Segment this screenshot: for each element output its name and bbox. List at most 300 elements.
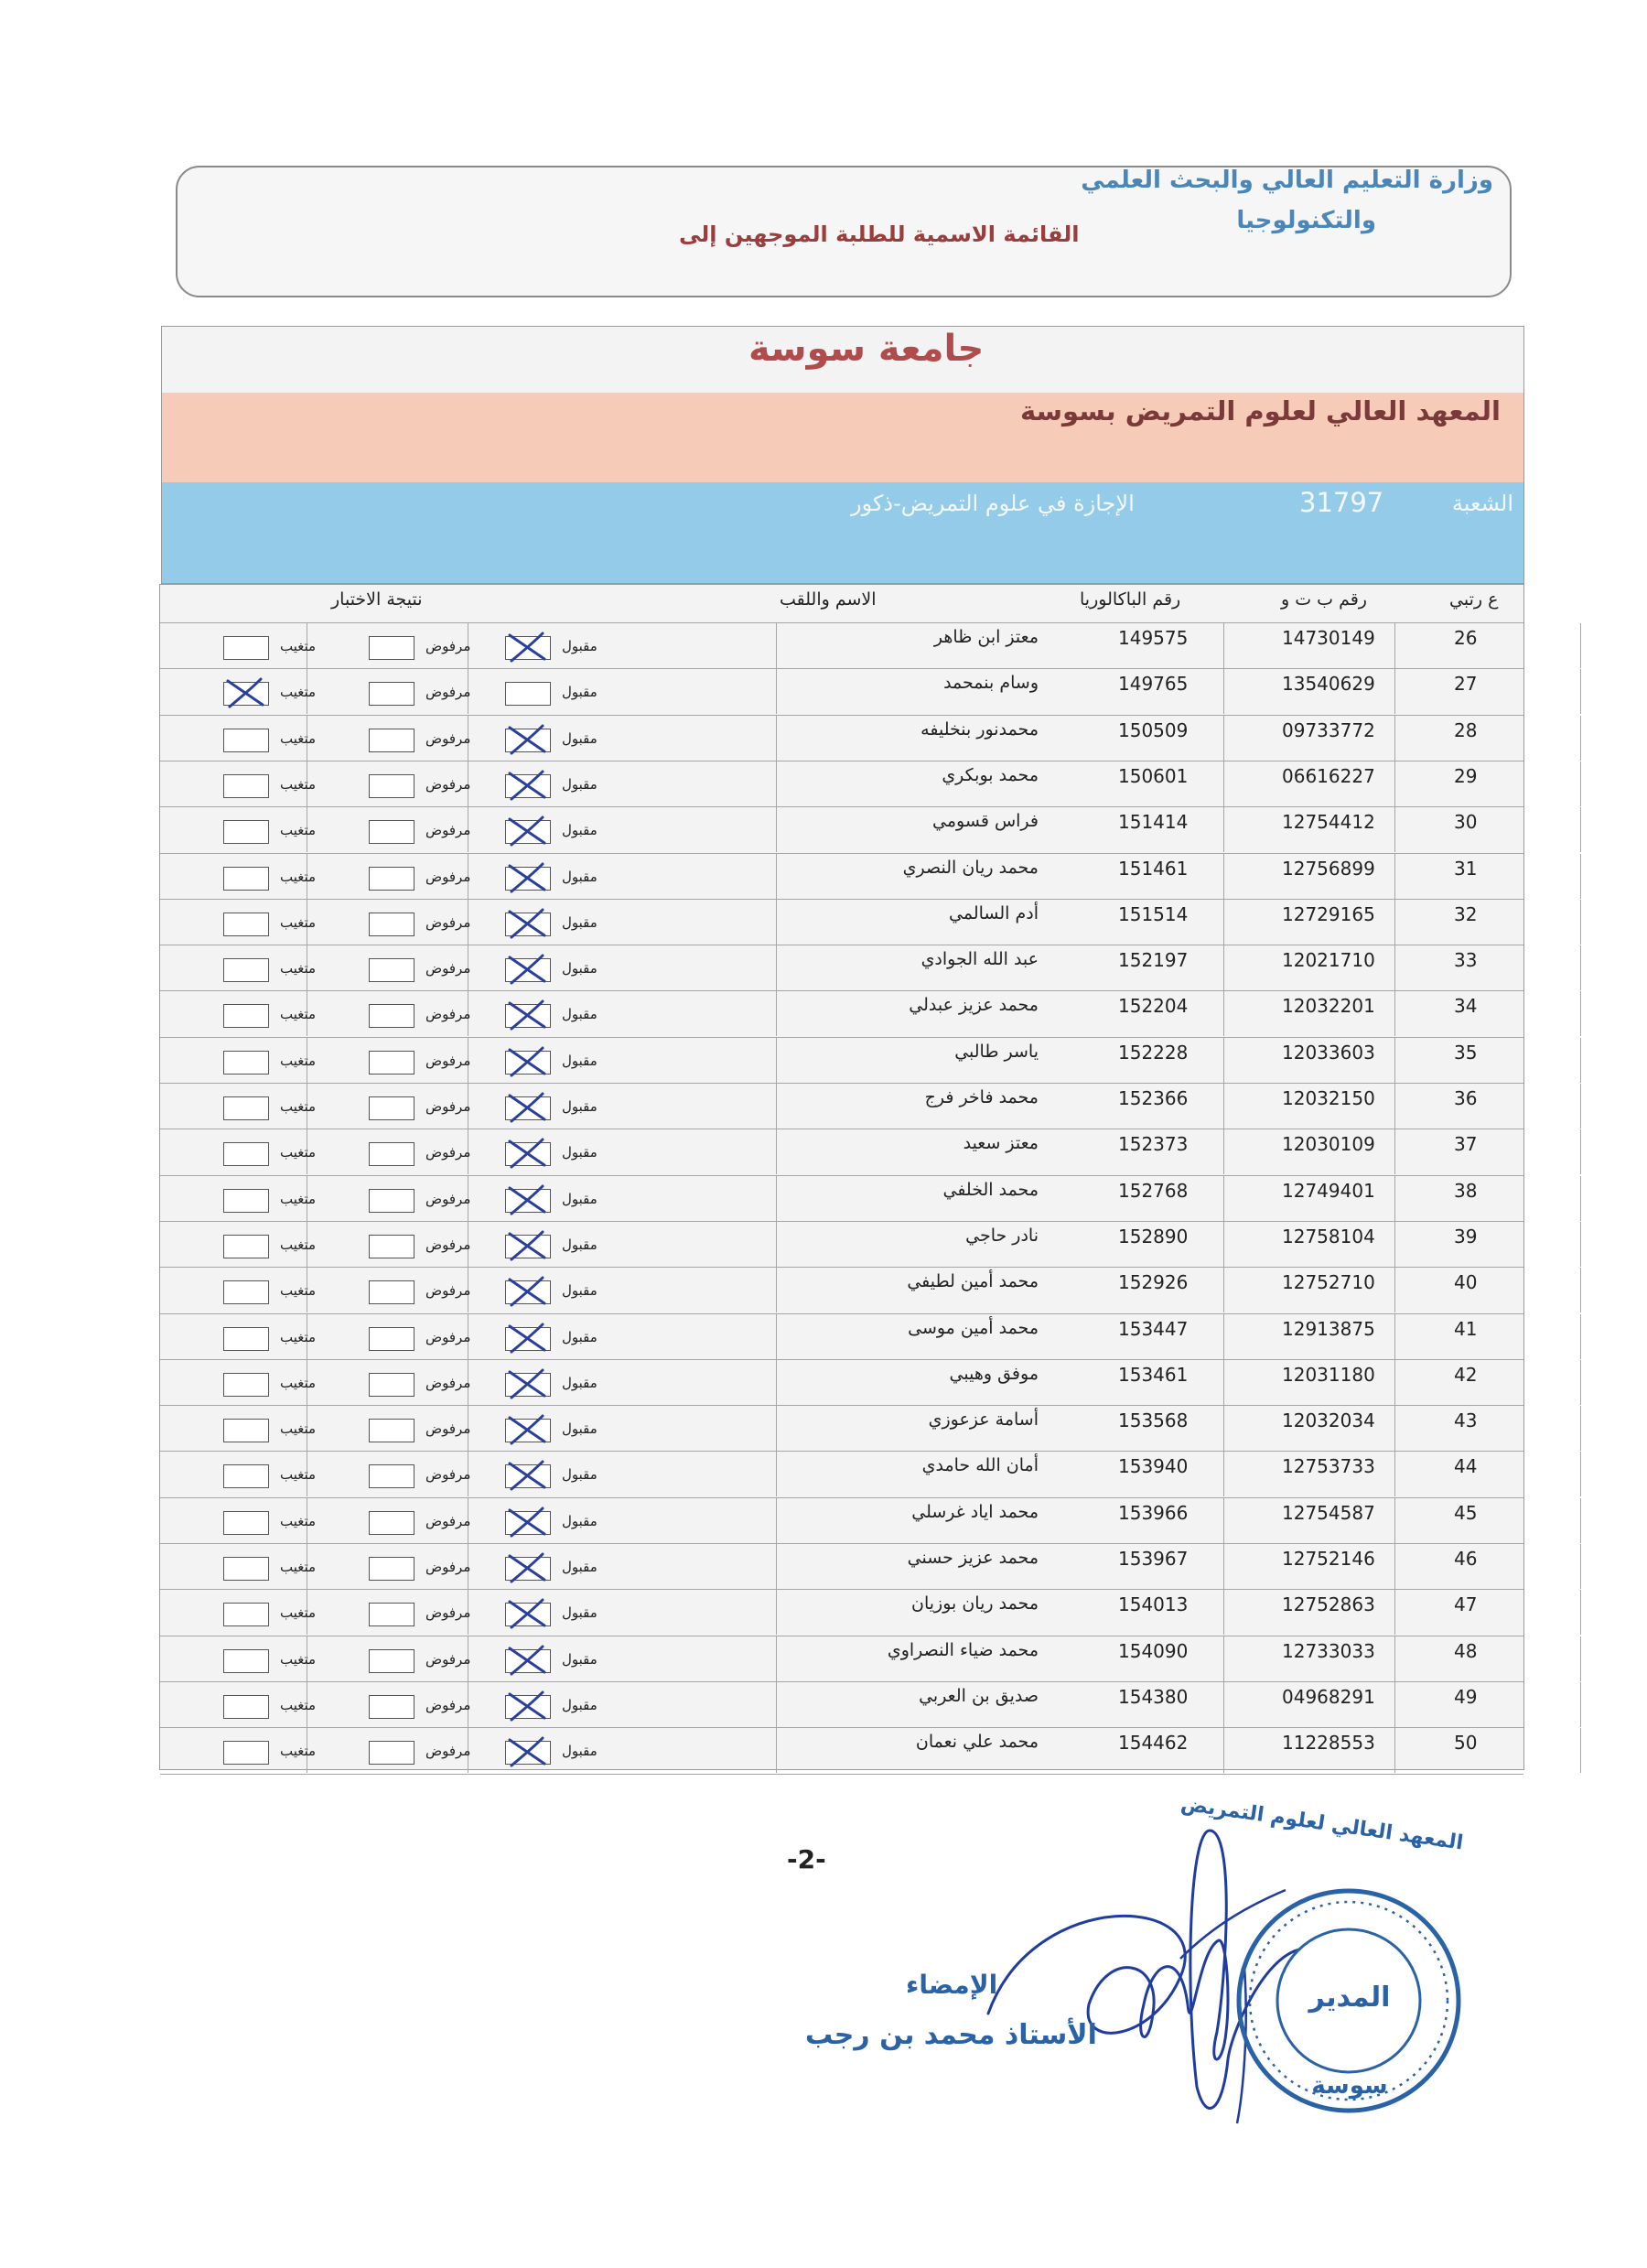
column-divider	[1394, 623, 1395, 668]
bac-number-cell: 153461	[1118, 1363, 1189, 1386]
id-number-cell: 13540629	[1282, 673, 1375, 696]
id-number-cell: 12752863	[1282, 1593, 1375, 1616]
student-name-cell: محمد عزيز عبدلي	[909, 995, 1039, 1016]
rank-cell: 33	[1454, 949, 1478, 972]
rejected-checkbox[interactable]	[369, 1004, 414, 1028]
column-divider	[1580, 945, 1581, 990]
accepted-label: مقبول	[562, 1604, 597, 1622]
column-divider	[776, 807, 777, 852]
absent-checkbox[interactable]	[223, 774, 269, 798]
table-row	[160, 990, 1523, 1036]
column-divider	[1394, 669, 1395, 714]
absent-label: متغيب	[280, 1512, 317, 1529]
rejected-checkbox[interactable]	[369, 1280, 414, 1304]
id-number-cell: 12913875	[1282, 1317, 1375, 1340]
rejected-label: مرفوض	[425, 1512, 471, 1529]
rejected-label: مرفوض	[425, 1052, 471, 1069]
column-divider	[1580, 1590, 1581, 1635]
rank-cell: 35	[1454, 1041, 1478, 1064]
id-number-cell: 12753733	[1282, 1455, 1375, 1478]
rejected-checkbox[interactable]	[369, 913, 414, 936]
column-divider	[1394, 900, 1395, 945]
rejected-label: مرفوض	[425, 684, 471, 701]
absent-label: متغيب	[280, 1006, 317, 1023]
rank-cell: 38	[1454, 1179, 1478, 1202]
column-divider	[1394, 1360, 1395, 1405]
rejected-label: مرفوض	[425, 1420, 471, 1438]
header-bac-number: رقم الباكالوريا	[1080, 589, 1181, 610]
rank-cell: 43	[1454, 1409, 1478, 1432]
column-divider	[1580, 807, 1581, 852]
absent-checkbox[interactable]	[223, 1280, 269, 1304]
student-name-cell: محمدنور بنخليفه	[920, 718, 1039, 740]
accepted-label: مقبول	[562, 822, 597, 839]
bac-number-cell: 152366	[1118, 1087, 1189, 1109]
accepted-checkbox[interactable]	[505, 1051, 551, 1075]
absent-label: متغيب	[280, 1743, 317, 1760]
table-row	[160, 1636, 1523, 1681]
accepted-label: مقبول	[562, 775, 597, 793]
student-name-cell: محمد أمين موسى	[908, 1317, 1039, 1338]
rejected-checkbox[interactable]	[369, 1142, 414, 1166]
absent-label: متغيب	[280, 1696, 317, 1713]
column-divider	[776, 1222, 777, 1267]
rank-cell: 47	[1454, 1593, 1478, 1616]
absent-label: متغيب	[280, 729, 317, 747]
bac-number-cell: 152768	[1118, 1179, 1189, 1202]
column-divider	[1223, 669, 1224, 714]
absent-label: متغيب	[280, 960, 317, 977]
accepted-label: مقبول	[562, 729, 597, 747]
id-number-cell: 12032034	[1282, 1409, 1375, 1432]
header-id-number: رقم ب ت و	[1281, 589, 1367, 610]
accepted-checkbox[interactable]	[505, 1695, 551, 1719]
accepted-label: مقبول	[562, 1282, 597, 1300]
accepted-checkbox[interactable]	[505, 1741, 551, 1765]
rank-cell: 49	[1454, 1685, 1478, 1708]
absent-checkbox[interactable]	[223, 1327, 269, 1351]
student-name-cell: محمد ريان بوزيان	[911, 1593, 1039, 1615]
absent-checkbox[interactable]	[223, 1603, 269, 1626]
accepted-label: مقبول	[562, 1190, 597, 1207]
rank-cell: 44	[1454, 1455, 1478, 1478]
accepted-checkbox[interactable]	[505, 1419, 551, 1442]
column-divider	[1394, 1590, 1395, 1635]
accepted-label: مقبول	[562, 960, 597, 977]
column-divider	[1394, 1222, 1395, 1267]
rank-cell: 36	[1454, 1087, 1478, 1109]
accepted-checkbox[interactable]	[505, 913, 551, 936]
absent-checkbox[interactable]	[223, 1649, 269, 1673]
rejected-checkbox[interactable]	[369, 1096, 414, 1120]
column-divider	[1394, 1038, 1395, 1083]
rank-cell: 26	[1454, 627, 1478, 649]
bac-number-cell: 154013	[1118, 1593, 1189, 1616]
rejected-label: مرفوض	[425, 868, 471, 885]
header-name: الاسم واللقب	[780, 589, 877, 610]
column-divider	[1394, 1682, 1395, 1727]
rejected-label: مرفوض	[425, 775, 471, 793]
bac-number-cell: 149765	[1118, 673, 1189, 696]
id-number-cell: 12752710	[1282, 1271, 1375, 1294]
rank-cell: 42	[1454, 1363, 1478, 1386]
rejected-checkbox[interactable]	[369, 1464, 414, 1488]
accepted-label: مقبول	[562, 1696, 597, 1713]
absent-label: متغيب	[280, 1282, 317, 1300]
column-divider	[1394, 1084, 1395, 1129]
column-divider	[776, 669, 777, 714]
rank-cell: 48	[1454, 1639, 1478, 1662]
rank-cell: 46	[1454, 1548, 1478, 1570]
column-divider	[776, 945, 777, 990]
absent-checkbox[interactable]	[223, 958, 269, 982]
column-divider	[1580, 716, 1581, 761]
accepted-label: مقبول	[562, 1559, 597, 1575]
accepted-checkbox[interactable]	[505, 1189, 551, 1213]
rejected-checkbox[interactable]	[369, 1741, 414, 1765]
column-divider	[1580, 1360, 1581, 1405]
absent-label: متغيب	[280, 1144, 317, 1161]
table-row	[160, 1083, 1523, 1129]
column-divider	[1223, 716, 1224, 761]
accepted-checkbox[interactable]	[505, 1235, 551, 1258]
rank-cell: 27	[1454, 673, 1478, 696]
column-divider	[1223, 1636, 1224, 1681]
column-divider	[1223, 1176, 1224, 1221]
student-name-cell: وسام بنمحمد	[943, 673, 1039, 694]
bac-number-cell: 153568	[1118, 1409, 1189, 1432]
ministry-line2: والتكنولوجيا	[1236, 207, 1376, 234]
table-row	[160, 899, 1523, 945]
accepted-checkbox[interactable]	[505, 820, 551, 844]
column-divider	[1394, 1636, 1395, 1681]
page-number: -2-	[787, 1844, 826, 1874]
column-divider	[1223, 900, 1224, 945]
table-row	[160, 1359, 1523, 1405]
absent-checkbox[interactable]	[223, 867, 269, 891]
absent-checkbox[interactable]	[223, 820, 269, 844]
column-divider	[1394, 854, 1395, 899]
student-name-cell: صديق بن العربي	[919, 1685, 1039, 1706]
id-number-cell: 11228553	[1282, 1732, 1375, 1755]
id-number-cell: 12030109	[1282, 1133, 1375, 1156]
rejected-checkbox[interactable]	[369, 958, 414, 982]
bac-number-cell: 154090	[1118, 1639, 1189, 1662]
absent-checkbox[interactable]	[223, 1189, 269, 1213]
rejected-checkbox[interactable]	[369, 1327, 414, 1351]
bac-number-cell: 154462	[1118, 1732, 1189, 1755]
column-divider	[1394, 1498, 1395, 1543]
university-name: جامعة سوسة	[748, 328, 985, 370]
column-divider	[1580, 1314, 1581, 1359]
table-row	[160, 1313, 1523, 1359]
rejected-checkbox[interactable]	[369, 1695, 414, 1719]
accepted-checkbox[interactable]	[505, 774, 551, 798]
bac-number-cell: 152197	[1118, 949, 1189, 972]
id-number-cell: 12756899	[1282, 857, 1375, 880]
absent-label: متغيب	[280, 775, 317, 793]
bac-number-cell: 152926	[1118, 1271, 1189, 1294]
accepted-checkbox[interactable]	[505, 1464, 551, 1488]
column-divider	[1223, 1268, 1224, 1312]
id-number-cell: 12729165	[1282, 902, 1375, 925]
rejected-checkbox[interactable]	[369, 1051, 414, 1075]
rejected-checkbox[interactable]	[369, 774, 414, 798]
id-number-cell: 12032201	[1282, 995, 1375, 1018]
column-divider	[1580, 761, 1581, 806]
column-divider	[776, 1268, 777, 1312]
column-divider	[1223, 1590, 1224, 1635]
bac-number-cell: 153966	[1118, 1501, 1189, 1524]
rejected-checkbox[interactable]	[369, 820, 414, 844]
absent-label: متغيب	[280, 822, 317, 839]
column-divider	[1223, 1222, 1224, 1267]
rank-cell: 34	[1454, 995, 1478, 1018]
column-divider	[1394, 1314, 1395, 1359]
column-divider	[1223, 1129, 1224, 1174]
column-divider	[1223, 1452, 1224, 1496]
table-bottom-rule	[160, 1774, 1523, 1775]
rejected-label: مرفوض	[425, 1282, 471, 1300]
rejected-label: مرفوض	[425, 1328, 471, 1345]
column-divider	[776, 854, 777, 899]
column-divider	[1580, 1728, 1581, 1773]
column-divider	[1394, 991, 1395, 1036]
rejected-checkbox[interactable]	[369, 1373, 414, 1397]
absent-checkbox[interactable]	[223, 1051, 269, 1075]
table-row	[160, 1727, 1523, 1773]
absent-checkbox[interactable]	[223, 913, 269, 936]
signature-scribble	[988, 1831, 1299, 2108]
rejected-checkbox[interactable]	[369, 636, 414, 660]
column-divider	[776, 1176, 777, 1221]
column-divider	[1580, 1682, 1581, 1727]
table-row	[160, 853, 1523, 899]
absent-checkbox[interactable]	[223, 1511, 269, 1535]
accepted-checkbox[interactable]	[505, 1327, 551, 1351]
id-number-cell: 12752146	[1282, 1548, 1375, 1570]
column-divider	[1394, 807, 1395, 852]
column-divider	[1394, 1544, 1395, 1589]
column-divider	[776, 1636, 777, 1681]
accepted-checkbox[interactable]	[505, 1004, 551, 1028]
absent-label: متغيب	[280, 1052, 317, 1069]
column-divider	[1223, 854, 1224, 899]
column-divider	[776, 900, 777, 945]
column-divider	[1223, 761, 1224, 806]
bac-number-cell: 150509	[1118, 718, 1189, 741]
ministry-line1: وزارة التعليم العالي والبحث العلمي	[1081, 167, 1493, 194]
rejected-label: مرفوض	[425, 1236, 471, 1253]
column-divider	[1223, 1682, 1224, 1727]
table-row	[160, 1221, 1523, 1267]
accepted-checkbox[interactable]	[505, 682, 551, 706]
accepted-label: مقبول	[562, 1512, 597, 1529]
branch-name: الإجازة في علوم التمريض-ذكور	[851, 491, 1135, 516]
accepted-checkbox[interactable]	[505, 1603, 551, 1626]
column-divider	[1580, 1268, 1581, 1312]
id-number-cell: 12758104	[1282, 1225, 1375, 1247]
table-row	[160, 1267, 1523, 1312]
rejected-checkbox[interactable]	[369, 1189, 414, 1213]
accepted-checkbox[interactable]	[505, 867, 551, 891]
rejected-label: مرفوض	[425, 1098, 471, 1115]
column-divider	[1223, 807, 1224, 852]
accepted-label: مقبول	[562, 1098, 597, 1115]
table-row	[160, 945, 1523, 990]
column-divider	[1580, 1636, 1581, 1681]
rejected-label: مرفوض	[425, 1559, 471, 1575]
stamp-outer-text: المعهد العالي لعلوم التمريض	[1179, 1792, 1465, 1855]
table-row	[160, 1129, 1523, 1174]
column-divider	[776, 1544, 777, 1589]
bac-number-cell: 151414	[1118, 811, 1189, 834]
column-divider	[1223, 1314, 1224, 1359]
absent-label: متغيب	[280, 1604, 317, 1622]
column-divider	[776, 623, 777, 668]
column-divider	[776, 1129, 777, 1174]
rejected-label: مرفوض	[425, 1190, 471, 1207]
rank-cell: 32	[1454, 902, 1478, 925]
rejected-label: مرفوض	[425, 960, 471, 977]
accepted-checkbox[interactable]	[505, 1142, 551, 1166]
accepted-label: مقبول	[562, 1743, 597, 1760]
column-divider	[1223, 1498, 1224, 1543]
rejected-checkbox[interactable]	[369, 1419, 414, 1442]
accepted-checkbox[interactable]	[505, 1649, 551, 1673]
column-divider	[1580, 1452, 1581, 1496]
column-divider	[1580, 1176, 1581, 1221]
column-divider	[1580, 1544, 1581, 1589]
absent-checkbox[interactable]	[223, 682, 269, 706]
rejected-checkbox[interactable]	[369, 729, 414, 752]
column-divider	[1580, 854, 1581, 899]
rank-cell: 45	[1454, 1501, 1478, 1524]
absent-label: متغيب	[280, 1650, 317, 1668]
accepted-checkbox[interactable]	[505, 1096, 551, 1120]
column-divider	[776, 1728, 777, 1773]
rejected-label: مرفوض	[425, 1696, 471, 1713]
column-divider	[1394, 1728, 1395, 1773]
absent-checkbox[interactable]	[223, 1004, 269, 1028]
column-divider	[776, 1590, 777, 1635]
accepted-checkbox[interactable]	[505, 958, 551, 982]
column-divider	[1223, 1728, 1224, 1773]
table-row	[160, 1175, 1523, 1221]
id-number-cell: 09733772	[1282, 718, 1375, 741]
rank-cell: 39	[1454, 1225, 1478, 1247]
accepted-label: مقبول	[562, 1006, 597, 1023]
column-divider	[776, 761, 777, 806]
accepted-checkbox[interactable]	[505, 1280, 551, 1304]
absent-label: متغيب	[280, 913, 317, 931]
student-name-cell: موفق وهيبي	[949, 1363, 1039, 1384]
absent-checkbox[interactable]	[223, 1373, 269, 1397]
accepted-checkbox[interactable]	[505, 1511, 551, 1535]
column-divider	[776, 1498, 777, 1543]
column-divider	[1580, 1222, 1581, 1267]
rejected-checkbox[interactable]	[369, 1511, 414, 1535]
student-name-cell: ياسر طالبي	[954, 1041, 1039, 1062]
bac-number-cell: 150601	[1118, 764, 1189, 787]
table-row	[160, 1451, 1523, 1496]
absent-checkbox[interactable]	[223, 1419, 269, 1442]
student-name-cell: محمد بوبكري	[942, 764, 1039, 785]
absent-checkbox[interactable]	[223, 729, 269, 752]
accepted-label: مقبول	[562, 1144, 597, 1161]
rejected-label: مرفوض	[425, 822, 471, 839]
column-divider	[776, 1038, 777, 1083]
accepted-checkbox[interactable]	[505, 1373, 551, 1397]
student-name-cell: أمان الله حامدي	[921, 1455, 1039, 1476]
absent-checkbox[interactable]	[223, 1142, 269, 1166]
absent-checkbox[interactable]	[223, 1695, 269, 1719]
column-divider	[1223, 1544, 1224, 1589]
absent-checkbox[interactable]	[223, 636, 269, 660]
accepted-checkbox[interactable]	[505, 729, 551, 752]
accepted-label: مقبول	[562, 1052, 597, 1069]
student-name-cell: معتز ابن ظاهر	[933, 627, 1039, 647]
absent-checkbox[interactable]	[223, 1235, 269, 1258]
absent-label: متغيب	[280, 684, 317, 701]
absent-checkbox[interactable]	[223, 1741, 269, 1765]
stamp-bottom-text: سوسة	[1311, 2072, 1388, 2100]
rejected-checkbox[interactable]	[369, 867, 414, 891]
accepted-checkbox[interactable]	[505, 636, 551, 660]
column-divider	[1394, 1406, 1395, 1451]
id-number-cell: 06616227	[1282, 764, 1375, 787]
absent-checkbox[interactable]	[223, 1096, 269, 1120]
bac-number-cell: 151461	[1118, 857, 1189, 880]
column-divider	[1394, 1129, 1395, 1174]
rejected-checkbox[interactable]	[369, 1235, 414, 1258]
rejected-checkbox[interactable]	[369, 682, 414, 706]
column-divider	[1580, 1129, 1581, 1174]
accepted-label: مقبول	[562, 913, 597, 931]
column-divider	[776, 1452, 777, 1496]
column-divider	[776, 716, 777, 761]
absent-label: متغيب	[280, 638, 317, 654]
column-divider	[1394, 1452, 1395, 1496]
rejected-label: مرفوض	[425, 1006, 471, 1023]
rank-cell: 41	[1454, 1317, 1478, 1340]
accepted-label: مقبول	[562, 1466, 597, 1484]
table-row	[160, 761, 1523, 806]
header-result: نتيجة الاختبار	[331, 589, 423, 610]
table-row	[160, 806, 1523, 852]
rejected-label: مرفوض	[425, 1604, 471, 1622]
list-title: القائمة الاسمية للطلبة الموجهين إلى	[679, 221, 1080, 247]
rejected-checkbox[interactable]	[369, 1557, 414, 1581]
student-name-cell: محمد ضياء النصراوي	[887, 1639, 1039, 1660]
student-name-cell: محمد علي نعمان	[915, 1732, 1039, 1753]
absent-checkbox[interactable]	[223, 1464, 269, 1488]
column-divider	[1580, 900, 1581, 945]
column-divider	[776, 1084, 777, 1129]
rejected-checkbox[interactable]	[369, 1603, 414, 1626]
accepted-checkbox[interactable]	[505, 1557, 551, 1581]
rejected-label: مرفوض	[425, 1650, 471, 1668]
rank-cell: 50	[1454, 1732, 1478, 1755]
id-number-cell: 12033603	[1282, 1041, 1375, 1064]
bac-number-cell: 151514	[1118, 902, 1189, 925]
rejected-checkbox[interactable]	[369, 1649, 414, 1673]
absent-label: متغيب	[280, 868, 317, 885]
column-divider	[1223, 945, 1224, 990]
absent-checkbox[interactable]	[223, 1557, 269, 1581]
accepted-label: مقبول	[562, 868, 597, 885]
column-divider	[1223, 1084, 1224, 1129]
